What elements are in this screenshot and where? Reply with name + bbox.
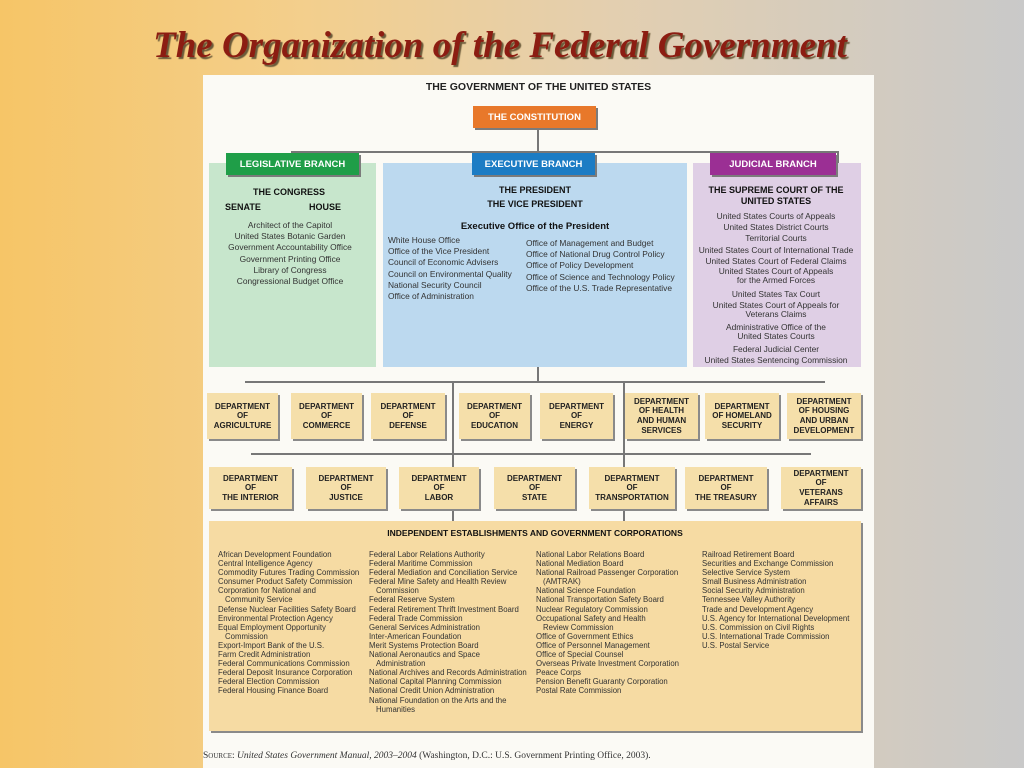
list-item: Office of the Vice President: [388, 246, 490, 257]
list-item: Commission: [225, 631, 268, 641]
dept-homeland-security: DEPARTMENT OF HOMELAND SECURITY: [705, 393, 779, 439]
list-item: U.S. Commission on Civil Rights: [702, 622, 815, 632]
list-item: National Security Council: [388, 279, 482, 290]
list-item: Administrative Office of the: [726, 322, 826, 333]
executive-office-heading: Executive Office of the President: [460, 221, 610, 232]
chart-title: THE GOVERNMENT OF THE UNITED STATES: [425, 81, 652, 93]
dept-transportation: DEPARTMENT OF TRANSPORTATION: [589, 467, 675, 509]
source-citation: [203, 751, 651, 761]
list-item: Tennessee Valley Authority: [702, 595, 796, 605]
list-item: Farm Credit Administration: [218, 650, 311, 660]
list-item: United States Court of Federal Claims: [705, 255, 847, 266]
house-label: HOUSE: [309, 202, 342, 212]
list-item: United States Courts of Appeals: [716, 211, 836, 221]
list-item: Architect of the Capitol: [247, 220, 333, 230]
list-item: Office of Management and Budget: [526, 238, 654, 248]
list-item: Nuclear Regulatory Commission: [536, 604, 648, 614]
source-details: (Washington, D.C.: U.S. Government Printing Office, 2003).: [419, 751, 651, 761]
independent-heading: INDEPENDENT ESTABLISHMENTS AND GOVERNMENT CORPORATIONS: [387, 528, 683, 538]
list-item: United States Botanic Garden: [234, 231, 346, 242]
dept-justice: DEPARTMENT OF JUSTICE: [306, 467, 386, 509]
list-item: Occupational Safety and Health: [536, 613, 646, 623]
list-item: Commission: [376, 586, 419, 596]
list-item: Council on Environmental Quality: [388, 268, 512, 279]
list-item: Consumer Product Safety Commission: [218, 577, 353, 587]
list-item: Selective Service System: [702, 568, 790, 578]
judicial-tab: JUDICIAL BRANCH: [710, 153, 836, 175]
dept-commerce: DEPARTMENT OF COMMERCE: [291, 393, 362, 439]
list-item: Government Printing Office: [239, 253, 341, 264]
executive-office-col1: [388, 235, 512, 302]
dept-state: DEPARTMENT OF STATE: [494, 467, 575, 509]
list-item: Federal Deposit Insurance Corporation: [218, 668, 353, 678]
senate-label: SENATE: [225, 202, 261, 212]
list-item: Pension Benefit Guaranty Corporation: [536, 677, 668, 687]
list-item: U.S. International Trade Commission: [702, 631, 830, 641]
list-item: Federal Mediation and Conciliation Service: [369, 568, 518, 578]
list-item: Administration: [376, 659, 426, 669]
list-item: Congressional Budget Office: [236, 276, 344, 287]
vice-president-label: THE VICE PRESIDENT: [487, 199, 583, 209]
org-chart: [203, 75, 874, 768]
connector: [537, 367, 539, 381]
list-item: Federal Election Commission: [218, 677, 320, 687]
list-item: Environmental Protection Agency: [218, 613, 333, 623]
list-item: Railroad Retirement Board: [702, 550, 795, 559]
list-item: Federal Communications Commission: [218, 659, 350, 669]
judicial-courts: [693, 211, 859, 367]
list-item: Review Commission: [543, 622, 614, 632]
list-item: Defense Nuclear Facilities Safety Board: [218, 604, 356, 614]
list-item: White House Office: [388, 235, 460, 245]
dept-health-human-services: DEPARTMENT OF HEALTH AND HUMAN SERVICES: [625, 393, 698, 439]
list-item: Office of Special Counsel: [536, 650, 624, 660]
list-item: Overseas Private Investment Corporation: [536, 659, 680, 669]
constitution-box: THE CONSTITUTION: [473, 106, 596, 128]
source-label: Source:: [203, 751, 235, 761]
list-item: Federal Reserve System: [369, 595, 455, 605]
independent-col3: [536, 550, 679, 696]
independent-col1: [218, 550, 359, 696]
list-item: Veterans Claims: [745, 309, 807, 320]
list-item: National Labor Relations Board: [536, 550, 645, 559]
list-item: U.S. Agency for International Development: [702, 613, 850, 623]
list-item: Library of Congress: [253, 264, 327, 275]
list-item: United States Courts: [737, 331, 815, 342]
list-item: United States Tax Court: [731, 289, 821, 300]
legislative-tab: LEGISLATIVE BRANCH: [226, 153, 359, 175]
list-item: Office of Administration: [388, 291, 474, 302]
list-item: Community Service: [225, 595, 293, 605]
dept-education: DEPARTMENT OF EDUCATION: [459, 393, 530, 439]
list-item: Postal Rate Commission: [536, 686, 622, 696]
list-item: Federal Labor Relations Authority: [369, 550, 485, 559]
connector: [245, 381, 825, 383]
list-item: United States District Courts: [723, 222, 829, 233]
list-item: Office of the U.S. Trade Representative: [526, 282, 673, 293]
list-item: National Mediation Board: [536, 559, 624, 569]
list-item: National Foundation on the Arts and the: [369, 695, 507, 705]
executive-tab: EXECUTIVE BRANCH: [472, 153, 595, 175]
list-item: National Archives and Records Administration: [369, 668, 527, 678]
list-item: Federal Judicial Center: [732, 344, 820, 355]
list-item: Merit Systems Protection Board: [369, 640, 479, 650]
dept-housing-urban-development: DEPARTMENT OF HOUSING AND URBAN DEVELOPMENT: [787, 393, 861, 439]
dept-labor: DEPARTMENT OF LABOR: [399, 467, 479, 509]
independent-col4: [702, 550, 849, 650]
dept-veterans-affairs: DEPARTMENT OF VETERANS AFFAIRS: [781, 467, 861, 509]
list-item: Securities and Exchange Commission: [702, 559, 834, 569]
list-item: National Transportation Safety Board: [536, 595, 664, 605]
list-item: Federal Maritime Commission: [369, 559, 473, 569]
heading-line: THE SUPREME COURT OF THE: [708, 185, 844, 195]
list-item: Council of Economic Advisers: [388, 257, 499, 268]
legislative-agencies: [209, 220, 371, 287]
list-item: United States Sentencing Commission: [704, 355, 848, 366]
list-item: African Development Foundation: [218, 550, 332, 559]
heading-line: UNITED STATES: [740, 196, 812, 206]
dept-agriculture: DEPARTMENT OF AGRICULTURE: [207, 393, 278, 439]
list-item: Office of Personnel Management: [536, 640, 650, 650]
list-item: United States Court of International Trade: [698, 244, 854, 255]
list-item: for the Armed Forces: [736, 275, 816, 286]
list-item: Office of Science and Technology Policy: [526, 271, 675, 282]
list-item: Small Business Administration: [702, 577, 807, 587]
list-item: National Railroad Passenger Corporation: [536, 568, 679, 578]
list-item: United States Court of Appeals: [718, 266, 834, 277]
list-item: Peace Corps: [536, 668, 582, 678]
list-item: Federal Trade Commission: [369, 613, 463, 623]
list-item: General Services Administration: [369, 622, 480, 632]
dept-energy: DEPARTMENT OF ENERGY: [540, 393, 613, 439]
list-item: Office of Policy Development: [526, 260, 634, 271]
list-item: National Science Foundation: [536, 586, 636, 596]
executive-office-col2: [526, 238, 675, 294]
president-label: THE PRESIDENT: [498, 185, 571, 195]
list-item: National Aeronautics and Space: [369, 650, 480, 660]
list-item: Trade and Development Agency: [702, 604, 814, 614]
congress-heading: THE CONGRESS: [252, 187, 325, 197]
list-item: Territorial Courts: [745, 233, 807, 244]
supreme-court-heading: [693, 185, 859, 207]
source-publication: United States Government Manual, 2003–2004: [237, 751, 417, 761]
list-item: National Capital Planning Commission: [369, 677, 502, 687]
list-item: Export-Import Bank of the U.S.: [218, 640, 325, 650]
dept-treasury: DEPARTMENT OF THE TREASURY: [685, 467, 767, 509]
list-item: Office of National Drug Control Policy: [526, 249, 665, 260]
independent-col2: [369, 550, 527, 714]
list-item: Corporation for National and: [218, 586, 316, 596]
dept-defense: DEPARTMENT OF DEFENSE: [371, 393, 445, 439]
slide-title: The Organization of the Federal Government: [153, 25, 847, 66]
list-item: Humanities: [376, 704, 415, 714]
list-item: Inter-American Foundation: [369, 631, 462, 641]
list-item: U.S. Postal Service: [702, 640, 770, 650]
list-item: Government Accountability Office: [228, 242, 352, 253]
list-item: Central Intelligence Agency: [218, 559, 313, 569]
list-item: Social Security Administration: [702, 586, 805, 596]
list-item: (AMTRAK): [543, 577, 581, 587]
list-item: National Credit Union Administration: [369, 686, 495, 696]
list-item: Federal Retirement Thrift Investment Board: [369, 604, 519, 614]
list-item: United States Court of Appeals for: [712, 300, 840, 311]
list-item: Federal Housing Finance Board: [218, 686, 329, 696]
dept-interior: DEPARTMENT OF THE INTERIOR: [209, 467, 292, 509]
list-item: Office of Government Ethics: [536, 631, 634, 641]
connector: [251, 453, 811, 455]
list-item: Equal Employment Opportunity: [218, 622, 326, 632]
list-item: Commodity Futures Trading Commission: [218, 568, 360, 578]
list-item: Federal Mine Safety and Health Review: [369, 577, 507, 587]
